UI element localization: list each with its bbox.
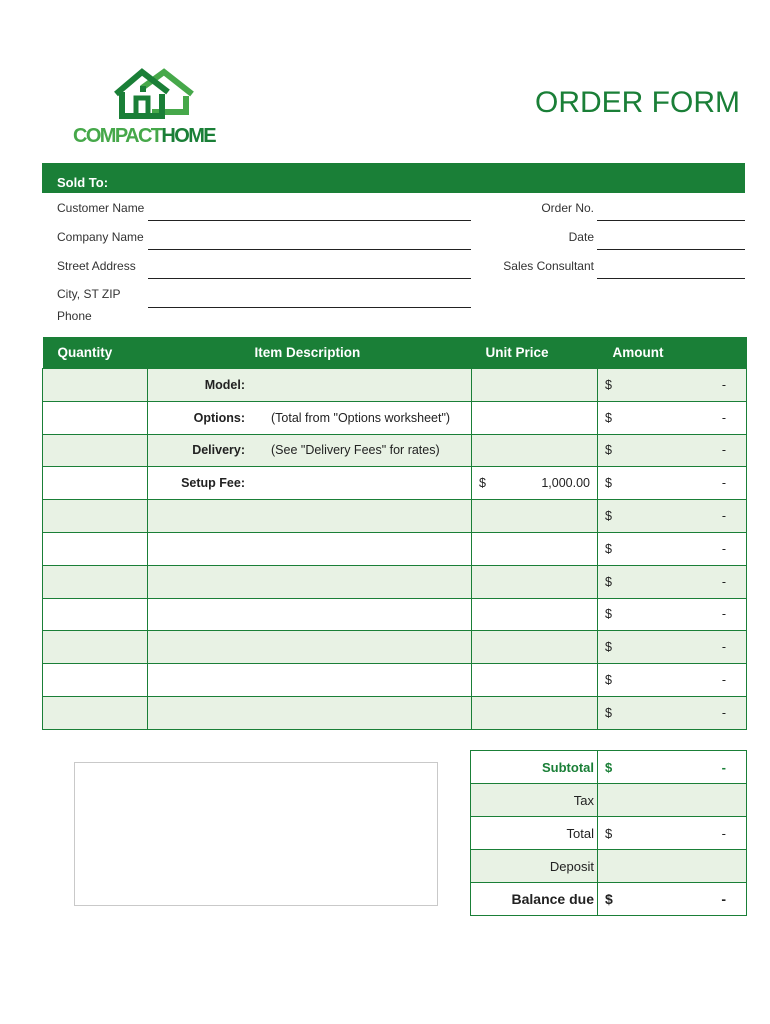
- description-cell[interactable]: [148, 532, 472, 565]
- phone-label: Phone: [57, 309, 92, 323]
- amount-value: -: [721, 509, 726, 524]
- unit-price-cell[interactable]: [472, 631, 598, 664]
- unit-price-cell[interactable]: [472, 369, 598, 402]
- quantity-cell[interactable]: [43, 369, 148, 402]
- sales-consultant-label: Sales Consultant: [503, 259, 594, 273]
- totals-table: [470, 750, 747, 916]
- deposit-amount[interactable]: [598, 850, 747, 883]
- amount-cell: [598, 369, 747, 402]
- total-amount: [598, 817, 747, 850]
- brand-compact: COMPACT: [73, 125, 162, 147]
- unit-price-cell[interactable]: [472, 696, 598, 729]
- customer-name-field[interactable]: [148, 220, 471, 221]
- amount-cell: [598, 631, 747, 664]
- item-note: (See "Delivery Fees" for rates): [271, 443, 440, 458]
- table-row: [43, 565, 747, 598]
- quantity-cell[interactable]: [43, 598, 148, 631]
- description-cell[interactable]: [148, 565, 472, 598]
- description-cell[interactable]: [148, 598, 472, 631]
- tax-label: Tax: [471, 784, 598, 817]
- city-state-zip-label: City, ST ZIP: [57, 287, 121, 301]
- table-row: [43, 631, 747, 664]
- column-unit-price: Unit Price: [472, 337, 598, 369]
- order-no-label: Order No.: [541, 201, 594, 215]
- sold-to-header: [42, 163, 745, 193]
- amount-cell: [598, 565, 747, 598]
- unit-price-cell[interactable]: [472, 401, 598, 434]
- amount-cell: [598, 401, 747, 434]
- item-label: Setup Fee:: [181, 476, 245, 491]
- table-row: [43, 434, 747, 467]
- total-row: [471, 817, 747, 850]
- amount-cell: [598, 467, 747, 500]
- item-label: Options:: [193, 410, 245, 425]
- description-cell[interactable]: [148, 401, 472, 434]
- tax-row: [471, 784, 747, 817]
- subtotal-row: [471, 751, 747, 784]
- quantity-cell[interactable]: [43, 631, 148, 664]
- deposit-label: Deposit: [471, 850, 598, 883]
- description-cell[interactable]: [148, 664, 472, 697]
- subtotal-value: -: [721, 759, 726, 775]
- amount-cell: [598, 598, 747, 631]
- subtotal-label: Subtotal: [471, 751, 598, 784]
- currency-symbol: $: [605, 673, 612, 688]
- street-address-label: Street Address: [57, 259, 136, 273]
- amount-cell: [598, 696, 747, 729]
- company-name-label: Company Name: [57, 230, 144, 244]
- quantity-cell[interactable]: [43, 401, 148, 434]
- items-header-row: [43, 337, 747, 369]
- amount-value: -: [721, 541, 726, 556]
- amount-cell: [598, 434, 747, 467]
- brand-home: HOME: [161, 125, 216, 147]
- currency-symbol: $: [605, 377, 612, 392]
- amount-value: -: [721, 410, 726, 425]
- description-cell[interactable]: [148, 369, 472, 402]
- unit-price-value: 1,000.00: [541, 476, 590, 491]
- company-name-field[interactable]: [148, 249, 471, 250]
- column-item-description: Item Description: [148, 337, 472, 369]
- total-value: -: [721, 825, 726, 841]
- sales-consultant-field[interactable]: [597, 278, 745, 279]
- description-cell[interactable]: [148, 631, 472, 664]
- table-row: [43, 532, 747, 565]
- column-quantity: Quantity: [43, 337, 148, 369]
- currency-symbol: $: [605, 509, 612, 524]
- currency-symbol: $: [479, 476, 486, 491]
- unit-price-cell[interactable]: [472, 467, 598, 500]
- notes-box[interactable]: [74, 762, 438, 906]
- brand-wordmark: [73, 125, 215, 148]
- currency-symbol: $: [605, 476, 612, 491]
- order-no-field[interactable]: [597, 220, 745, 221]
- unit-price-cell[interactable]: [472, 598, 598, 631]
- currency-symbol: $: [605, 541, 612, 556]
- unit-price-cell[interactable]: [472, 664, 598, 697]
- currency-symbol: $: [605, 825, 613, 841]
- street-address-field[interactable]: [148, 278, 471, 279]
- city-state-zip-field[interactable]: [148, 307, 471, 308]
- amount-value: -: [721, 673, 726, 688]
- currency-symbol: $: [605, 607, 612, 622]
- house-logo-icon: [112, 66, 196, 122]
- quantity-cell[interactable]: [43, 696, 148, 729]
- table-row: [43, 598, 747, 631]
- description-cell[interactable]: [148, 500, 472, 533]
- item-label: Delivery:: [192, 443, 245, 458]
- deposit-row: [471, 850, 747, 883]
- currency-symbol: $: [605, 443, 612, 458]
- sold-to-label: Sold To:: [57, 175, 109, 190]
- amount-value: -: [721, 607, 726, 622]
- currency-symbol: $: [605, 574, 612, 589]
- unit-price-cell[interactable]: [472, 565, 598, 598]
- balance-due-amount: [598, 883, 747, 916]
- date-label: Date: [568, 230, 594, 244]
- total-label: Total: [471, 817, 598, 850]
- amount-cell: [598, 664, 747, 697]
- currency-symbol: $: [605, 759, 613, 775]
- amount-value: -: [721, 377, 726, 392]
- currency-symbol: $: [605, 705, 612, 720]
- description-cell[interactable]: [148, 696, 472, 729]
- amount-value: -: [721, 640, 726, 655]
- table-row: [43, 369, 747, 402]
- balance-due-value: -: [721, 891, 726, 907]
- amount-value: -: [721, 476, 726, 491]
- item-note: (Total from "Options worksheet"): [271, 410, 451, 425]
- currency-symbol: $: [605, 891, 613, 907]
- unit-price-cell[interactable]: [472, 434, 598, 467]
- quantity-cell[interactable]: [43, 532, 148, 565]
- unit-price-cell[interactable]: [472, 500, 598, 533]
- customer-name-label: Customer Name: [57, 201, 145, 215]
- date-field[interactable]: [597, 249, 745, 250]
- amount-value: -: [721, 574, 726, 589]
- item-label: Model:: [204, 377, 245, 392]
- table-row: [43, 500, 747, 533]
- quantity-cell[interactable]: [43, 500, 148, 533]
- description-cell[interactable]: [148, 434, 472, 467]
- description-cell[interactable]: [148, 467, 472, 500]
- page-title: ORDER FORM: [535, 86, 740, 119]
- items-table: [42, 337, 747, 730]
- tax-amount[interactable]: [598, 784, 747, 817]
- quantity-cell[interactable]: [43, 467, 148, 500]
- amount-cell: [598, 532, 747, 565]
- quantity-cell[interactable]: [43, 565, 148, 598]
- amount-cell: [598, 500, 747, 533]
- table-row: [43, 664, 747, 697]
- quantity-cell[interactable]: [43, 434, 148, 467]
- table-row: [43, 696, 747, 729]
- unit-price-cell[interactable]: [472, 532, 598, 565]
- table-row: [43, 467, 747, 500]
- balance-due-row: [471, 883, 747, 916]
- column-amount: Amount: [598, 337, 747, 369]
- subtotal-amount: [598, 751, 747, 784]
- quantity-cell[interactable]: [43, 664, 148, 697]
- amount-value: -: [721, 705, 726, 720]
- currency-symbol: $: [605, 410, 612, 425]
- table-row: [43, 401, 747, 434]
- amount-value: -: [721, 443, 726, 458]
- currency-symbol: $: [605, 640, 612, 655]
- balance-due-label: Balance due: [471, 883, 598, 916]
